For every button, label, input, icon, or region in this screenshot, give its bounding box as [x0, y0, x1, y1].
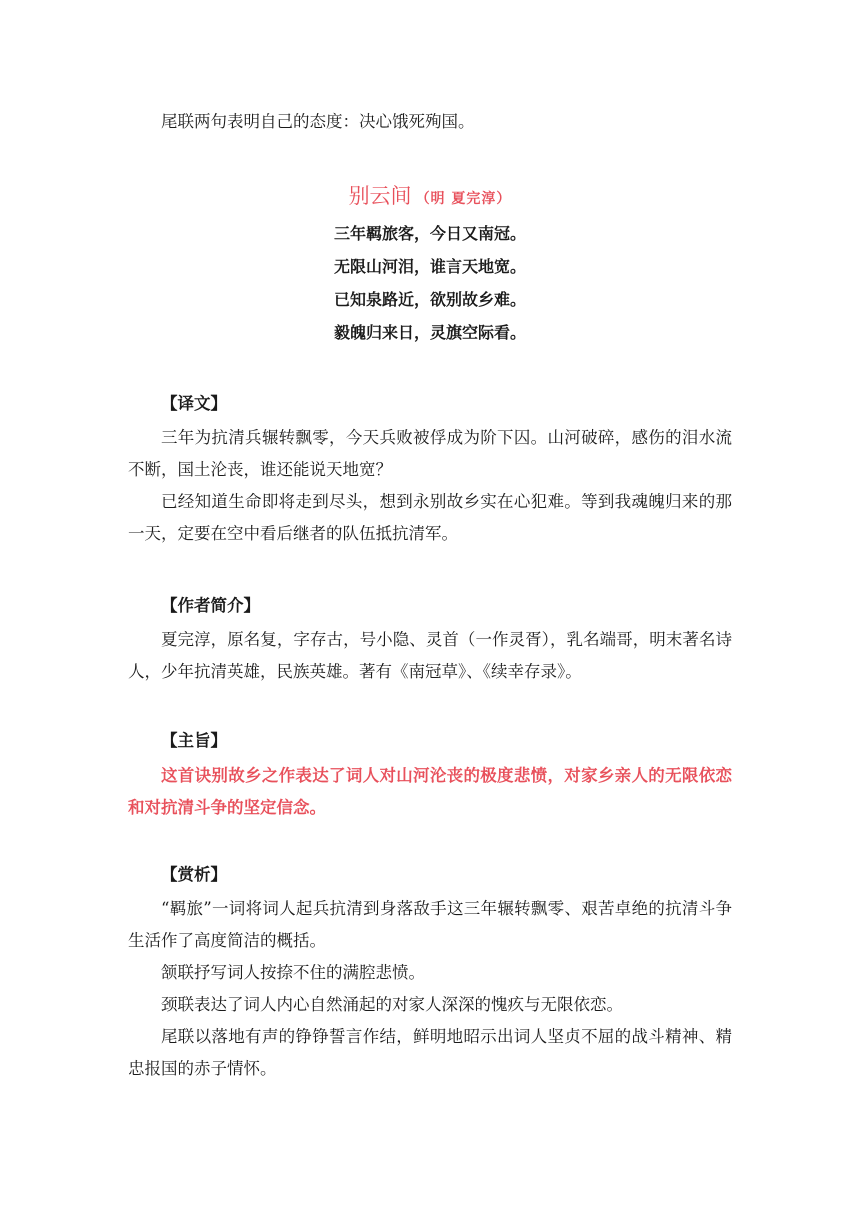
poem-line: 三年羁旅客，今日又南冠。: [333, 224, 526, 243]
translation-paragraph: 三年为抗清兵辗转飘零，今天兵败被俘成为阶下囚。山河破碎，感伤的泪水流不断，国土沦丧，谁还能说天地宽？: [128, 428, 732, 479]
poem-line: 已知泉路近，欲别故乡难。: [333, 290, 526, 309]
appreciation-paragraph: “羁旅”一词将词人起兵抗清到身落敌手这三年辗转飘零、艰苦卓绝的抗清斗争生活作了高度简洁的概括。: [128, 899, 732, 950]
poem-title-text: 别云间: [348, 184, 412, 208]
appreciation-paragraph: 颈联表达了词人内心自然涌起的对家人深深的愧疚与无限依恋。: [161, 995, 623, 1014]
poem-line: 无限山河泪，谁言天地宽。: [333, 257, 526, 276]
author-heading: 【作者简介】: [161, 596, 260, 615]
appreciation-paragraph: 颔联抒写词人按捺不住的满腔悲愤。: [161, 963, 425, 982]
poem-author: （明 夏完淳）: [415, 191, 512, 207]
poem-title: [0, 180, 860, 210]
appreciation-paragraph: 尾联以落地有声的铮铮誓言作结，鲜明地昭示出词人坚贞不屈的战斗精神、精忠报国的赤子情怀。: [128, 1027, 732, 1078]
poem-line: 毅魄归来日，灵旗空际看。: [333, 323, 526, 342]
theme-paragraph: 这首诀别故乡之作表达了词人对山河沦丧的极度悲愤，对家乡亲人的无限依恋和对抗清斗争的坚定信念。: [128, 766, 732, 817]
intro-paragraph: 尾联两句表明自己的态度：决心饿死殉国。: [161, 112, 475, 131]
theme-heading: 【主旨】: [161, 731, 227, 750]
author-paragraph: 夏完淳，原名复，字存古，号小隐、灵首（一作灵胥），乳名端哥，明末著名诗人，少年抗清英雄，民族英雄。著有《南冠草》、《续幸存录》。: [128, 630, 732, 681]
translation-heading: 【译文】: [161, 394, 227, 413]
translation-paragraph: 已经知道生命即将走到尽头，想到永别故乡实在心犯难。等到我魂魄归来的那一天，定要在空中看后继者的队伍抵抗清军。: [128, 492, 732, 543]
appreciation-heading: 【赏析】: [161, 865, 227, 884]
